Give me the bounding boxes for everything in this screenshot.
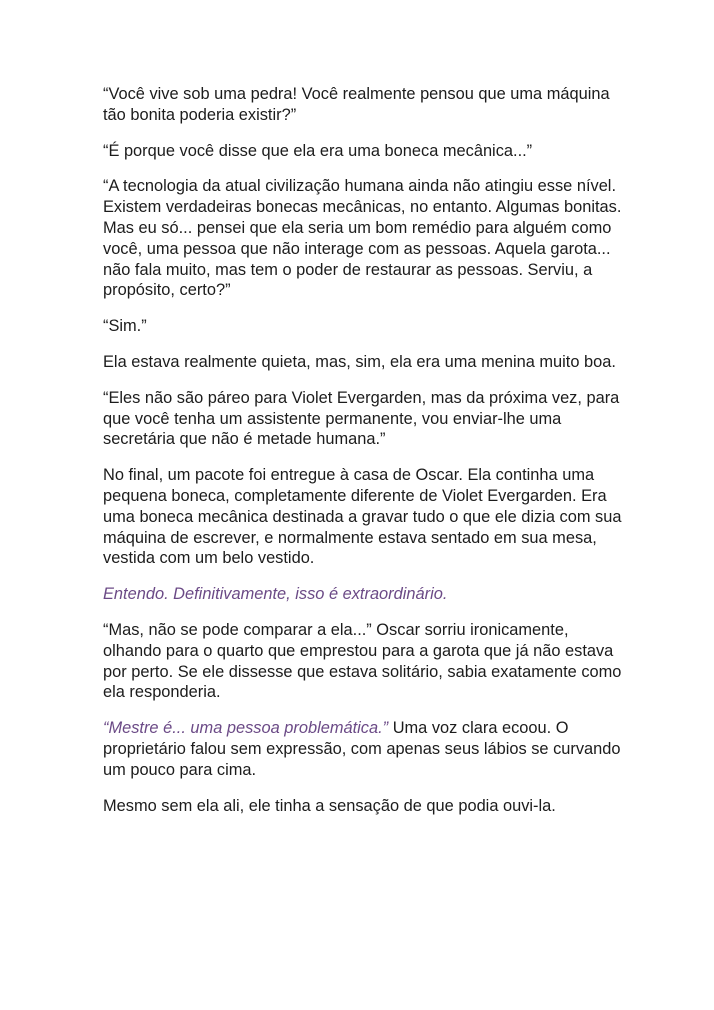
paragraph-11: Mesmo sem ela ali, ele tinha a sensação de que podia ouvi-la. [103,796,556,815]
paragraph-7: No final, um pacote foi entregue à casa de Oscar. Ela continha uma pequena boneca, completamente diferente de Violet Evergarden. Era uma boneca mecânica destinada a gravar tudo o que ele dizia com sua máquina de escrever, e normalmente estava sentado em sua mesa, vestida com um belo vestido. [103,466,622,568]
document-page [103,84,623,831]
paragraph-10-text: Uma voz clara ecoou. O proprietário falou sem expressão, com apenas seus lábios se curvando um pouco para cima. [103,719,621,779]
paragraph-2: “É porque você disse que ela era uma boneca mecânica...” [103,141,533,160]
paragraph-5: Ela estava realmente quieta, mas, sim, ela era uma menina muito boa. [103,352,616,371]
paragraph-10-quote: “Mestre é... uma pessoa problemática.” [103,719,389,738]
paragraph-10 [103,718,623,780]
paragraph-9: “Mas, não se pode comparar a ela...” Oscar sorriu ironicamente, olhando para o quarto que emprestou para a garota que já não estava por perto. Se ele dissesse que estava solitário, sabia exatamente como ela responderia. [103,620,622,702]
paragraph-4: “Sim.” [103,317,147,336]
paragraph-8-thought: Entendo. Definitivamente, isso é extraordinário. [103,585,448,604]
paragraph-3: “A tecnologia da atual civilização humana ainda não atingiu esse nível. Existem verdadeiras bonecas mecânicas, no entanto. Algumas bonitas. Mas eu só... pensei que ela seria um bom remédio para alguém como você, uma pessoa que não interage com as pessoas. Aquela garota... não fala muito, mas tem o poder de restaurar as pessoas. Serviu, a propósito, certo?” [103,177,622,300]
paragraph-1: “Você vive sob uma pedra! Você realmente pensou que uma máquina tão bonita poderia existir?” [103,85,610,124]
paragraph-6: “Eles não são páreo para Violet Evergarden, mas da próxima vez, para que você tenha um assistente permanente, vou enviar-lhe uma secretária que não é metade humana.” [103,388,620,449]
